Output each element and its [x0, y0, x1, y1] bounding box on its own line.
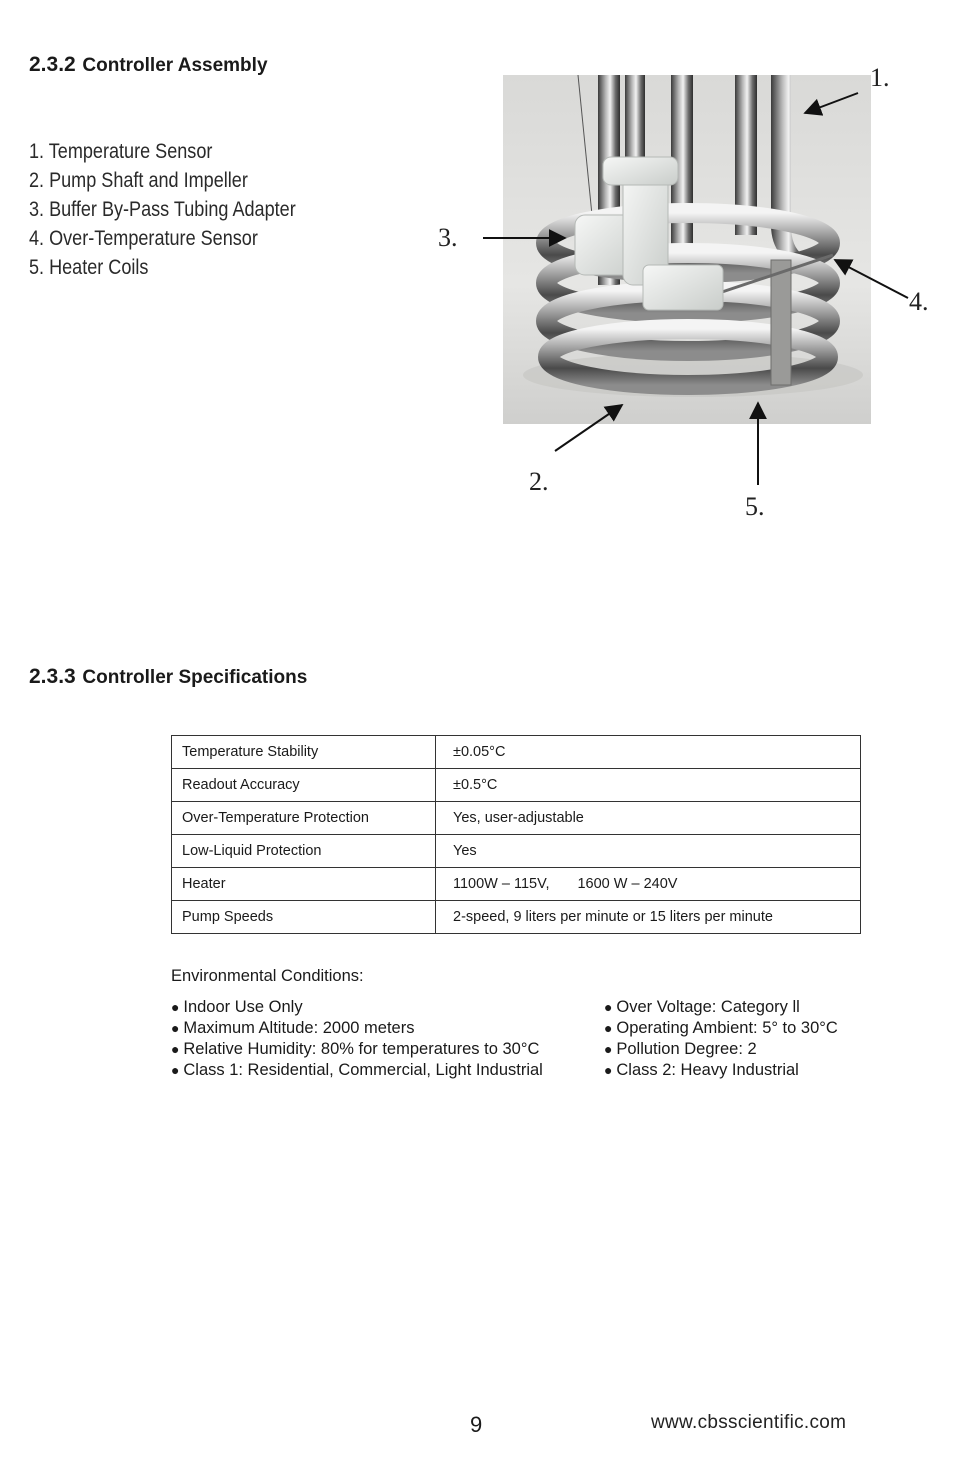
environment-list-left	[171, 997, 543, 1081]
spec-value	[436, 868, 861, 901]
list-item: 4. Over-Temperature Sensor	[29, 227, 258, 250]
table-row	[172, 868, 861, 901]
spec-label: Pump Speeds	[172, 901, 436, 934]
table-row	[172, 736, 861, 769]
page-number: 9	[470, 1412, 483, 1437]
parts-list	[29, 137, 296, 282]
table-row	[172, 901, 861, 934]
spec-value: ±0.5°C	[436, 769, 861, 802]
environment-list-right	[604, 997, 838, 1081]
controller-assembly-photo	[503, 75, 871, 424]
spec-value: 2-speed, 9 liters per minute or 15 liters per minute	[436, 901, 861, 934]
specifications-table	[171, 735, 861, 934]
section-number: 2.3.2	[29, 53, 76, 76]
spec-value: Yes	[436, 835, 861, 868]
list-item: ● Over Voltage: Category ll	[604, 997, 838, 1018]
table-row	[172, 835, 861, 868]
list-item: ● Operating Ambient: 5° to 30°C	[604, 1018, 838, 1039]
spec-label: Temperature Stability	[172, 736, 436, 769]
section-title: Controller Assembly	[82, 55, 268, 76]
heater-value-115v: 1100W – 115V,	[453, 876, 550, 892]
list-item: ● Class 2: Heavy Industrial	[604, 1060, 838, 1081]
spec-label: Over-Temperature Protection	[172, 802, 436, 835]
list-item: ● Indoor Use Only	[171, 997, 543, 1018]
spec-value: ±0.05°C	[436, 736, 861, 769]
spec-label: Low-Liquid Protection	[172, 835, 436, 868]
list-item: 1. Temperature Sensor	[29, 140, 213, 163]
heater-value-240v: 1600 W – 240V	[577, 876, 678, 892]
table-row	[172, 769, 861, 802]
callout-label-3: 3.	[438, 223, 458, 252]
list-item: 3. Buffer By-Pass Tubing Adapter	[29, 198, 296, 221]
section-heading-controller-specifications	[29, 662, 307, 690]
callout-label-1: 1.	[870, 63, 890, 92]
spec-value: Yes, user-adjustable	[436, 802, 861, 835]
callout-label-5: 5.	[745, 492, 765, 521]
section-number: 2.3.3	[29, 665, 76, 688]
list-item: ● Class 1: Residential, Commercial, Light Industrial	[171, 1060, 543, 1081]
list-item: 5. Heater Coils	[29, 256, 149, 279]
website-url: www.cbsscientific.com	[651, 1412, 847, 1433]
table-row	[172, 802, 861, 835]
list-item: ● Maximum Altitude: 2000 meters	[171, 1018, 543, 1039]
section-heading-controller-assembly	[29, 50, 268, 78]
section-title: Controller Specifications	[82, 667, 308, 688]
callout-label-4: 4.	[909, 287, 929, 316]
environmental-conditions-title: Environmental Conditions:	[171, 967, 364, 985]
list-item: 2. Pump Shaft and Impeller	[29, 169, 248, 192]
callout-label-2: 2.	[529, 467, 549, 496]
spec-label: Heater	[172, 868, 436, 901]
list-item: ● Pollution Degree: 2	[604, 1039, 838, 1060]
list-item: ● Relative Humidity: 80% for temperatures to 30°C	[171, 1039, 543, 1060]
spec-label: Readout Accuracy	[172, 769, 436, 802]
